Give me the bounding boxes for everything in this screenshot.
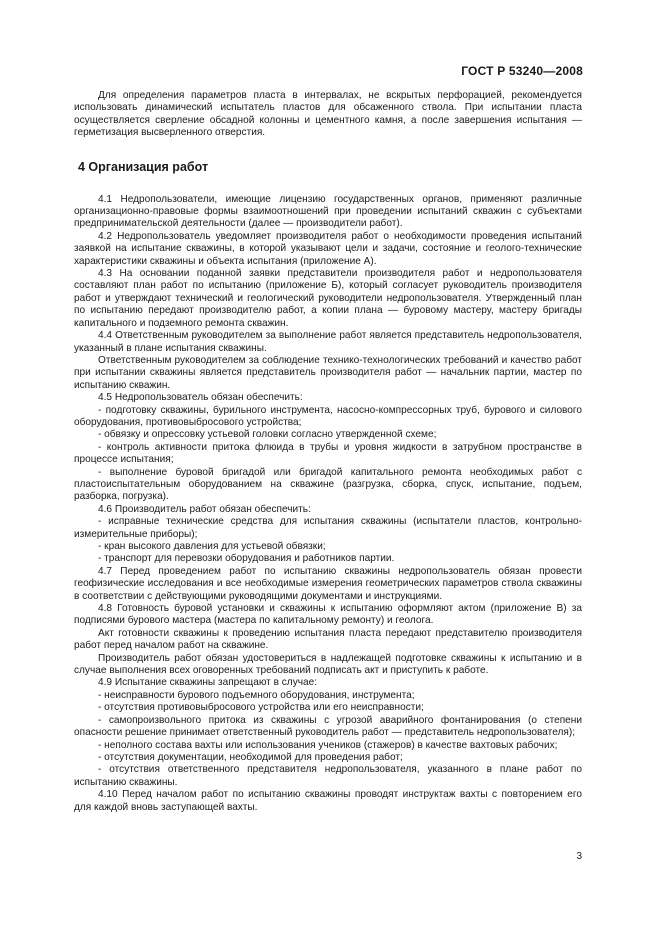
- list-item: - неполного состава вахты или использования учеников (стажеров) в качестве вахтовых рабочих;: [98, 739, 558, 751]
- list-item: - исправные технические средства для испытания скважины (испытатели пластов, контрольно-измерительные приборы);: [74, 516, 582, 540]
- paragraph-4-8-producer: Производитель работ обязан удостовериться в надлежащей подготовке скважины к испытанию и в случае выполнения всех оговоренных требований подписать акт и приступить к работе.: [74, 652, 582, 677]
- paragraph-4-1: 4.1 Недропользователи, имеющие лицензию государственных органов, применяют различные организационно-правовые формы взаимоотношений при проведении испытаний скважин с субъектами предпринимательской деятельности (далее — производители работ).: [74, 193, 582, 230]
- paragraph-4-10: 4.10 Перед началом работ по испытанию скважины проводят инструктаж вахты с повторением его для каждой вновь заступающей вахты.: [74, 789, 582, 813]
- paragraph-4-8: 4.8 Готовность буровой установки и скважины к испытанию оформляют актом (приложение В) за подписями бурового мастера (мастера по капитальному ремонту) и геолога.: [74, 603, 582, 627]
- list-item: - отсутствия ответственного представителя недропользователя, указанного в плане работ по испытанию скважины.: [74, 764, 582, 788]
- paragraph-4-4: 4.4 Ответственным руководителем за выполнение работ является представитель недропользователя, указанный в плане испытания скважины.: [74, 330, 582, 354]
- document-body: [74, 90, 582, 814]
- page-number: 3: [576, 851, 582, 862]
- list-item: - контроль активности притока флюида в трубы и уровня жидкости в затрубном пространстве в процессе испытания;: [74, 441, 582, 466]
- list-item: - отсутствия документации, необходимой для проведения работ;: [98, 751, 403, 763]
- list-item: - транспорт для перевозки оборудования и работников партии.: [98, 553, 395, 565]
- paragraph-4-6: 4.6 Производитель работ обязан обеспечить:: [98, 503, 311, 515]
- paragraph-4-8-act: Акт готовности скважины к проведению испытания пласта передают представителю производителя работ перед началом работ на скважине.: [74, 627, 582, 652]
- intro-paragraph: Для определения параметров пласта в интервалах, не вскрытых перфорацией, рекомендуется использовать динамический испытатель пластов для обсаженного ствола. При испытании пласта осуществляется сверление обсадной колонны и цементного камня, а после завершения испытания — герметизация высверленного отверстия.: [74, 90, 582, 139]
- list-item: - подготовку скважины, бурильного инструмента, насосно-компрессорных труб, бурового и силового оборудования, противовыбросового устройства;: [74, 404, 582, 428]
- paragraph-4-3: 4.3 На основании поданной заявки представители производителя работ и недропользователя составляют план работ по испытанию (приложение Б), который согласует руководитель производителя работ и утверждают технический и геологический руководители недропользователя. Утвержденный план по испытанию передают производителю работ, а копии плана — буровому мастеру, мастеру бригады капитального и подземного ремонта скважин.: [74, 268, 582, 329]
- list-item: - самопроизвольного притока из скважины с угрозой аварийного фонтанирования (о степени опасности решение принимает ответственный руководитель работ — представитель недропользователя);: [74, 714, 582, 739]
- list-item: - обвязку и опрессовку устьевой головки согласно утвержденной схеме;: [98, 429, 437, 441]
- paragraph-4-9: 4.9 Испытание скважины запрещают в случае:: [98, 677, 318, 689]
- paragraph-4-2: 4.2 Недропользователь уведомляет производителя работ о необходимости проведения испытаний заявкой на испытание скважины, в которой указывают цели и задачи, состояние и геолого-технические характеристики скважины и объекта испытания (приложение А).: [74, 230, 582, 267]
- standard-designation: ГОСТ Р 53240—2008: [461, 64, 583, 78]
- list-item: - неисправности бурового подъемного оборудования, инструмента;: [98, 689, 415, 701]
- list-item: - отсутствия противовыбросового устройства или его неисправности;: [98, 702, 424, 714]
- list-item: - кран высокого давления для устьевой обвязки;: [98, 541, 326, 552]
- paragraph-4-7: 4.7 Перед проведением работ по испытанию скважины недропользователь обязан провести геофизические исследования и все необходимые измерения геометрических параметров ствола скважины в соответствии с действующими руководящими документами и инструкциями.: [74, 565, 582, 602]
- paragraph-4-5: 4.5 Недропользователь обязан обеспечить:: [98, 392, 303, 404]
- paragraph-4-4-continued: Ответственным руководителем за соблюдение технико-технологических требований и качество работ при испытании скважины является представитель производителя работ — начальник партии, мастер по испытанию скважин.: [74, 354, 582, 391]
- section-heading: 4 Организация работ: [78, 159, 209, 174]
- list-item: - выполнение буровой бригадой или бригадой капитального ремонта необходимых работ с пластоиспытательным оборудованием на скважине (разгрузка, сборка, спуск, испытание, подъем, разборка, погрузка).: [74, 466, 582, 503]
